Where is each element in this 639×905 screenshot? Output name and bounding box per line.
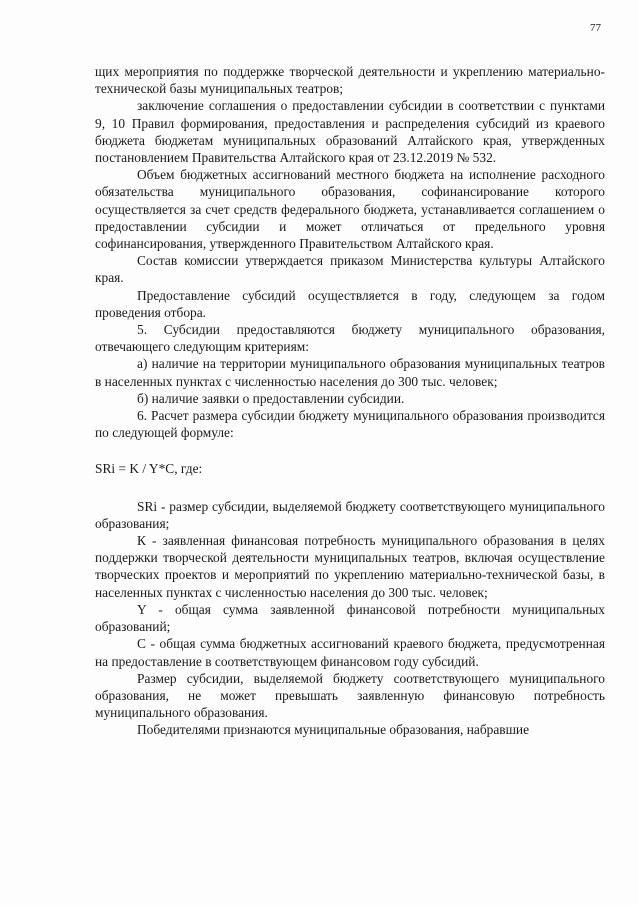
definition-c: С - общая сумма бюджетных ассигнований краевого бюджета, предусмотренная на предоставление в соответствующем финансовом году субсидий. [95,636,605,669]
document-body [95,63,605,739]
paragraph-item-5: 5. Субсидии предоставляются бюджету муниципального образования, отвечающего следующим критериям: [95,322,605,355]
definition-sri: SRi - размер субсидии, выделяемой бюджету соответствующего муниципального образования; [95,498,605,531]
paragraph-commission: Состав комиссии утверждается приказом Министерства культуры Алтайского края. [95,253,605,286]
paragraph-continuation: щих мероприятия по поддержке творческой деятельности и укреплению материально-технической базы муниципальных театров; [95,64,605,97]
formula: SRi = K / Y*C, где: [95,461,203,477]
paragraph-criterion-b: б) наличие заявки о предоставлении субсидии. [137,390,405,406]
paragraph-agreement: заключение соглашения о предоставлении субсидии в соответствии с пунктами 9, 10 Правил формирования, предоставления и распределения субсидий из краевого бюджета бюджетам муниципальных образований Алтайского края, утвержденных постановлением Правительства Алтайского края от 23.12.2019 № 532. [95,98,605,166]
definition-y: Y - общая сумма заявленной финансовой потребности муниципальных образований; [95,601,605,635]
paragraph-winners: Победителями признаются муниципальные образования, набравшие [137,722,530,738]
paragraph-subsidy-limit: Размер субсидии, выделяемой бюджету соответствующего муниципального образования, не может превышать заявленную финансовую потребность муниципального образования. [95,670,605,721]
paragraph-item-6: 6. Расчет размера субсидии бюджету муниципального образования производится по следующей формуле: [95,408,605,441]
page-number: 77 [590,22,601,34]
paragraph-criterion-a: а) наличие на территории муниципального образования муниципальных театров в населенных пунктах с численностью населения до 300 тыс. человек; [95,356,605,389]
definition-k: К - заявленная финансовая потребность муниципального образования в целях поддержки творческой деятельности муниципальных театров, включая осуществление творческих проектов и мероприятий по укреплению материально-технической базы, в населенных пунктах с численностью населения до 300 тыс. человек; [95,533,605,600]
paragraph-budget-volume: Объем бюджетных ассигнований местного бюджета на исполнение расходного обязательства муниципального образования, софинансирование которого осуществляется за счет средств федерального бюджета, устанавливается соглашением о предоставлении субсидии и может отличаться от предельного уровня софинансирования, утвержденного Правительством Алтайского края. [95,167,605,252]
paragraph-subsidy-year: Предоставление субсидий осуществляется в году, следующем за годом проведения отбора. [95,287,605,320]
